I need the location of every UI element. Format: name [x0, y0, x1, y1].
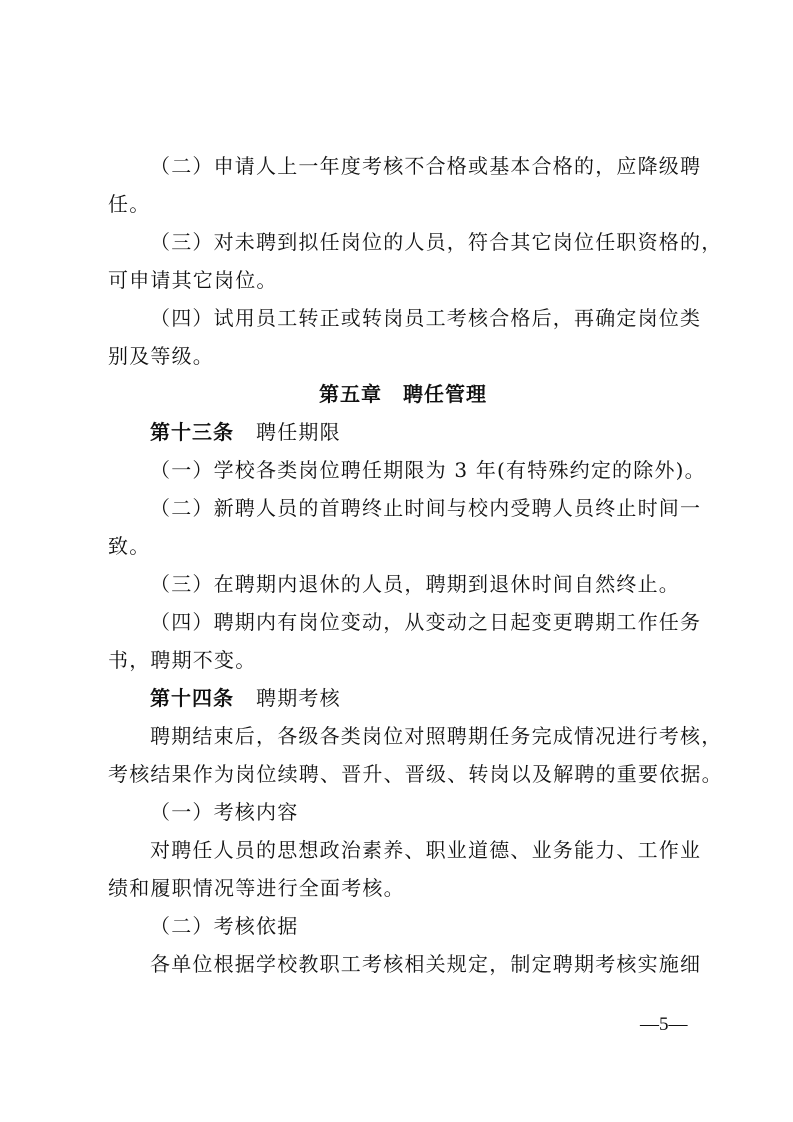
- article-title: 聘期考核: [256, 686, 341, 710]
- paragraph-line: 绩和履职情况等进行全面考核。: [108, 876, 405, 900]
- paragraph-line: 任。: [108, 192, 151, 216]
- paragraph-line: （二）新聘人员的首聘终止时间与校内受聘人员终止时间一: [150, 496, 702, 520]
- paragraph-line: 各单位根据学校教职工考核相关规定，制定聘期考核实施细: [150, 952, 702, 976]
- paragraph-line: （二）申请人上一年度考核不合格或基本合格的，应降级聘: [150, 154, 702, 178]
- paragraph-line: （一）学校各类岗位聘任期限为 3 年(有特殊约定的除外)。: [150, 458, 706, 482]
- paragraph-line: （三）对未聘到拟任岗位的人员，符合其它岗位任职资格的，: [150, 230, 723, 254]
- article-number: 第十三条: [150, 420, 234, 444]
- article-title: 聘任期限: [256, 420, 341, 444]
- subsection-heading: （一）考核内容: [150, 800, 299, 824]
- paragraph-line: 别及等级。: [108, 344, 214, 368]
- paragraph-line: 考核结果作为岗位续聘、晋升、晋级、转岗以及解聘的重要依据。: [108, 762, 723, 786]
- paragraph-line: 对聘任人员的思想政治素养、职业道德、业务能力、工作业: [150, 838, 702, 862]
- paragraph-line: （四）聘期内有岗位变动，从变动之日起变更聘期工作任务: [150, 610, 702, 634]
- paragraph-line: 聘期结束后，各级各类岗位对照聘期任务完成情况进行考核，: [150, 724, 723, 748]
- paragraph-line: 书，聘期不变。: [108, 648, 257, 672]
- article-number: 第十四条: [150, 686, 234, 710]
- paragraph-line: （三）在聘期内退休的人员，聘期到退休时间自然终止。: [150, 572, 680, 596]
- paragraph-line: 可申请其它岗位。: [108, 268, 278, 292]
- article-heading-row: [150, 418, 698, 446]
- page-number: —5—: [640, 1014, 688, 1035]
- article-heading-row: [150, 684, 698, 712]
- subsection-heading: （二）考核依据: [150, 914, 299, 938]
- paragraph-line: （四）试用员工转正或转岗员工考核合格后，再确定岗位类: [150, 306, 702, 330]
- paragraph-line: 致。: [108, 534, 151, 558]
- chapter-title: 第五章 聘任管理: [319, 382, 487, 406]
